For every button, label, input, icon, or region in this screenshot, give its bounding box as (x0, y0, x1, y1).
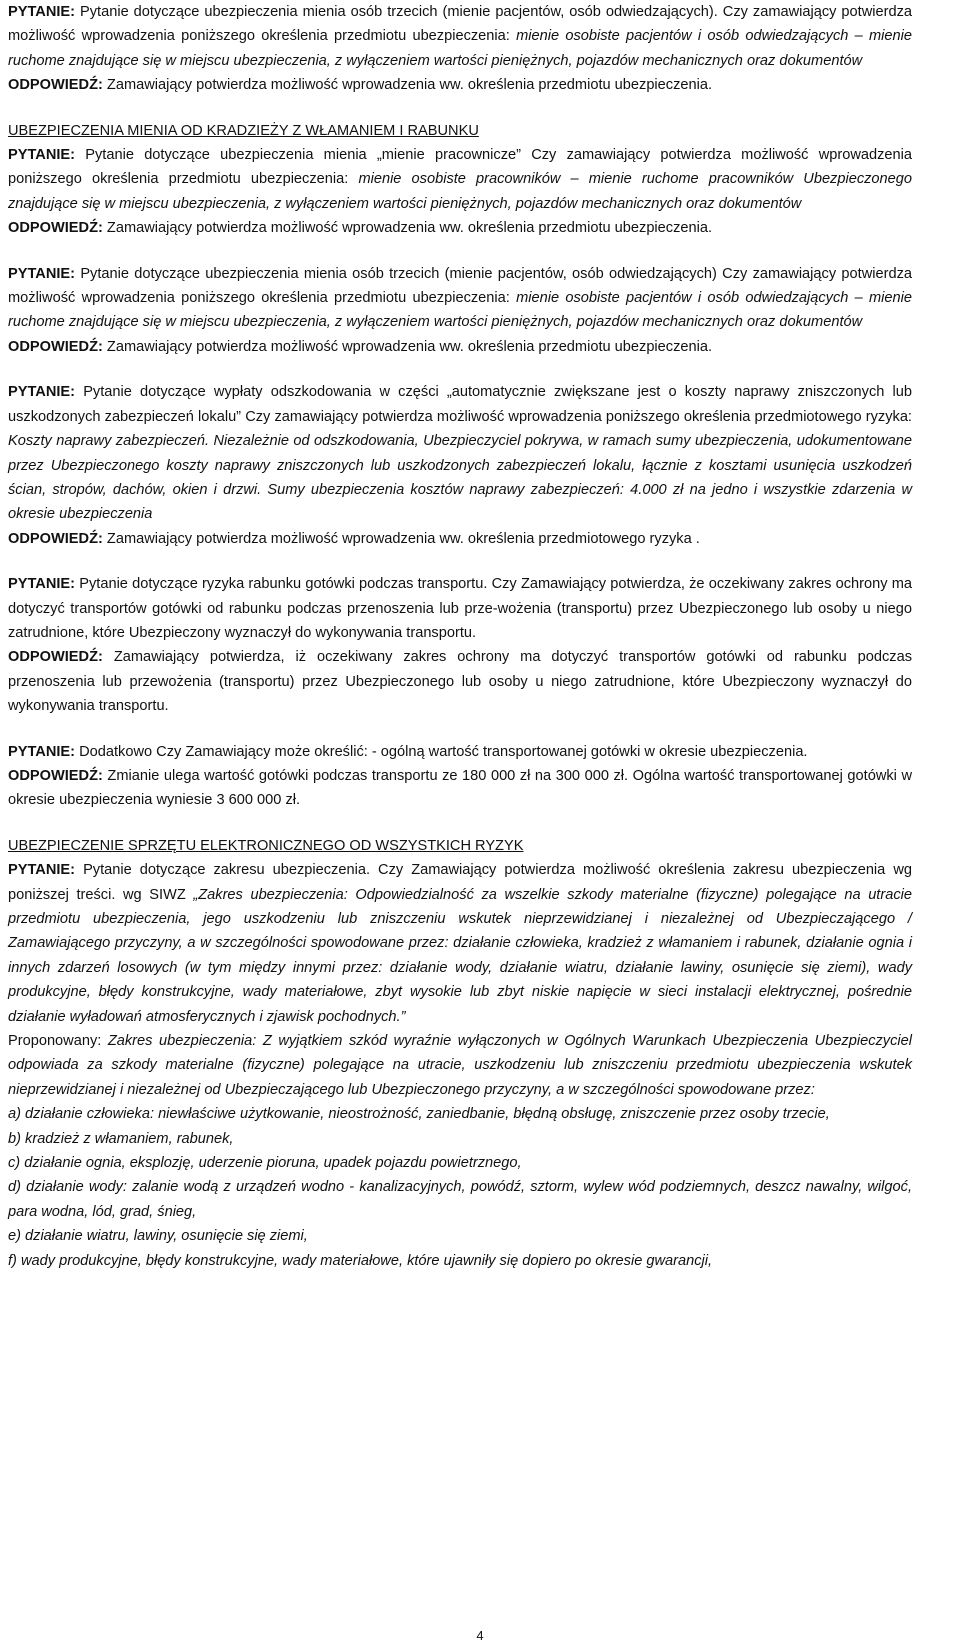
proposal-label: Proponowany: (8, 1033, 108, 1050)
answer-label: ODPOWIEDŹ: (8, 767, 103, 784)
list-item: e) działanie wiatru, lawiny, osunięcie się ziemi, (8, 1228, 308, 1245)
qa-block (8, 834, 912, 1273)
question-label: PYTANIE: (8, 576, 76, 593)
answer (8, 73, 912, 97)
question-label: PYTANIE: (8, 4, 76, 20)
question (8, 262, 912, 335)
list-item: d) działanie wody: zalanie wodą z urządzeń wodno - kanalizacyjnych, powódź, sztorm, wylew wód podziemnych, deszcz nawalny, wilgoć, para wodna, lód, grad, śnieg, (8, 1179, 912, 1220)
question-label: PYTANIE: (8, 147, 76, 164)
question (8, 572, 912, 645)
section-heading: UBEZPIECZENIA MIENIA OD KRADZIEŻY Z WŁAMANIEM I RABUNKU (8, 122, 479, 139)
question (8, 143, 912, 216)
question (8, 858, 912, 1029)
question-text: Pytanie dotyczące zakresu ubezpieczenia. Czy Zamawiający potwierdza możliwość określenia zakresu ubezpieczenia wg poniższej treści. wg SIWZ (8, 862, 912, 903)
question-text: Pytanie dotyczące wypłaty odszkodowania w części „automatycznie zwiększane jest o koszty naprawy zniszczonych lub uszkodzonych zabezpieczeń lokalu” Czy zamawiający potwierdza możliwość wprowadzenia poniższego określenia przedmiotowego ryzyka: (8, 384, 912, 425)
answer-label: ODPOWIEDŹ: (8, 77, 103, 94)
qa-block (8, 262, 912, 360)
question-italic: mienie osobiste pacjentów i osób odwiedzających – mienie ruchome znajdujące się w miejscu ubezpieczenia, z wyłączeniem wartości pieniężnych, pojazdów mechanicznych oraz dokumentów (8, 28, 912, 69)
page-number: 4 (476, 1628, 484, 1643)
question-label: PYTANIE: (8, 862, 76, 879)
answer (8, 216, 912, 240)
answer-label: ODPOWIEDŹ: (8, 338, 103, 355)
list-item: a) działanie człowieka: niewłaściwe użytkowanie, nieostrożność, zaniedbanie, błędną obsługę, zniszczenie przez osoby trzecie, (8, 1106, 830, 1123)
answer-text: Zamawiający potwierdza możliwość wprowadzenia ww. określenia przedmiotu ubezpieczenia. (106, 220, 713, 237)
question-label: PYTANIE: (8, 384, 76, 401)
proposal-text: Zakres ubezpieczenia: Z wyjątkiem szkód wyraźnie wyłączonych w Ogólnych Warunkach Ubezpieczenia Ubezpieczyciel odpowiada za szkody materialne (fizyczne) polegające na utracie, uszkodzeniu lub zniszczeniu przedmiotu ubezpieczenia wskutek nieprzewidzianej i niezależnej od Ubezpieczającego lub Ubezpieczonego przyczyny, a w szczególności spowodowane przez: (8, 1033, 912, 1098)
qa-block (8, 119, 912, 241)
question (8, 380, 912, 526)
question-italic: Koszty naprawy zabezpieczeń. Niezależnie od odszkodowania, Ubezpieczyciel pokrywa, w ramach sumy ubezpieczenia, udokumentowane przez Ubezpieczonego koszty naprawy zniszczonych lub uszkodzonych zabezpieczeń lokalu, łącznie z kosztami usunięcia uszkodzeń ścian, stropów, dachów, okien i drzwi. Sumy ubezpieczenia kosztów naprawy zabezpieczeń: 4.000 zł na jedno i wszystkie zdarzenia w okresie ubezpieczenia (8, 433, 912, 523)
answer (8, 527, 912, 551)
question-label: PYTANIE: (8, 743, 76, 760)
question-text: Dodatkowo Czy Zamawiający może określić: - ogólną wartość transportowanej gotówki w okresie ubezpieczenia. (79, 743, 808, 760)
section-heading: UBEZPIECZENIE SPRZĘTU ELEKTRONICZNEGO OD WSZYSTKICH RYZYK (8, 837, 524, 854)
answer (8, 645, 912, 718)
list-item: b) kradzież z włamaniem, rabunek, (8, 1130, 234, 1147)
answer-label: ODPOWIEDŹ: (8, 649, 103, 666)
question-italic: mienie osobiste pacjentów i osób odwiedzających – mienie ruchome znajdujące się w miejscu ubezpieczenia, z wyłączeniem wartości pieniężnych, pojazdów mechanicznych oraz dokumentów (8, 290, 912, 331)
qa-block (8, 0, 912, 98)
answer-text: Zamawiający potwierdza możliwość wprowadzenia ww. określenia przedmiotu ubezpieczenia. (106, 338, 713, 355)
question-text: Pytanie dotyczące ubezpieczenia mienia „mienie pracownicze” Czy zamawiający potwierdza możliwość wprowadzenia poniższego określenia przedmiotu ubezpieczenia: (8, 147, 913, 188)
answer (8, 335, 912, 359)
question-italic: „Zakres ubezpieczenia: Odpowiedzialność za wszelkie szkody materialne (fizyczne) polegające na utracie przedmiotu ubezpieczenia, jego uszkodzeniu lub zniszczeniu wskutek nieprzewidzianej i niezależnej od Ubezpieczającego / Zamawiającego przyczyny, a w szczególności spowodowane przez: działanie człowieka, kradzież z włamaniem i rabunek, działanie ognia i innych zdarzeń losowych (w tym między innymi przez: działanie wody, działanie wiatru, działanie lawiny, osunięcie się ziemi), wady produkcyjne, błędy konstrukcyjne, wady materiałowe, zbyt wysokie lub zbyt niskie napięcie w sieci instalacji elektrycznej, pośrednie działanie wyładowań atmosferycznych i zjawisk pochodnych.” (8, 886, 912, 1025)
answer (8, 764, 912, 813)
list-item: f) wady produkcyjne, błędy konstrukcyjne, wady materiałowe, które ujawniły się dopiero po okresie gwarancji, (8, 1252, 713, 1269)
answer-text: Zamawiający potwierdza możliwość wprowadzenia ww. określenia przedmiotu ubezpieczenia. (106, 77, 713, 94)
proposal (8, 1029, 912, 1102)
answer-text: Zamawiający potwierdza możliwość wprowadzenia ww. określenia przedmiotowego ryzyka . (106, 530, 700, 547)
answer-text: Zmianie ulega wartość gotówki podczas transportu ze 180 000 zł na 300 000 zł. Ogólna wartość transportowanej gotówki w okresie ubezpieczenia wyniesie 3 600 000 zł. (8, 767, 912, 809)
question (8, 0, 912, 73)
question-text: Pytanie dotyczące ubezpieczenia mienia osób trzecich (mienie pacjentów, osób odwiedzających). Czy zamawiający potwierdza możliwość wprowadzenia poniższego określenia przedmiotu ubezpieczenia: (8, 4, 912, 45)
question-italic: mienie osobiste pracowników – mienie ruchome pracowników Ubezpieczonego znajdujące się w miejscu ubezpieczenia, z wyłączeniem wartości pieniężnych, pojazdów mechanicznych oraz dokumentów (8, 171, 913, 212)
qa-block (8, 380, 912, 551)
answer-label: ODPOWIEDŹ: (8, 220, 103, 237)
qa-block (8, 740, 912, 813)
question-text: Pytanie dotyczące ryzyka rabunku gotówki podczas transportu. Czy Zamawiający potwierdza, że oczekiwany zakres ochrony ma dotyczyć transportów gotówki od rabunku podczas przenoszenia lub prze-wożenia (transportu) przez Ubezpieczonego lub osoby u niego zatrudnione, które Ubezpieczony wyznaczył do wykonywania transportu. (8, 576, 912, 641)
document-page (8, 0, 912, 1273)
answer-label: ODPOWIEDŹ: (8, 530, 103, 547)
qa-block (8, 572, 912, 718)
question-label: PYTANIE: (8, 265, 76, 282)
list-item: c) działanie ognia, eksplozję, uderzenie pioruna, upadek pojazdu powietrznego, (8, 1155, 522, 1172)
question (8, 740, 912, 764)
answer-text: Zamawiający potwierdza, iż oczekiwany zakres ochrony ma dotyczyć transportów gotówki od rabunku podczas przenoszenia lub przewożenia (transportu) przez Ubezpieczonego lub osoby u niego zatrudnione, które Ubezpieczony wyznaczył do wykonywania transportu. (8, 649, 912, 715)
question-text: Pytanie dotyczące ubezpieczenia mienia osób trzecich (mienie pacjentów, osób odwiedzających) Czy zamawiający potwierdza możliwość wprowadzenia poniższego określenia przedmiotu ubezpieczenia: (8, 265, 912, 307)
